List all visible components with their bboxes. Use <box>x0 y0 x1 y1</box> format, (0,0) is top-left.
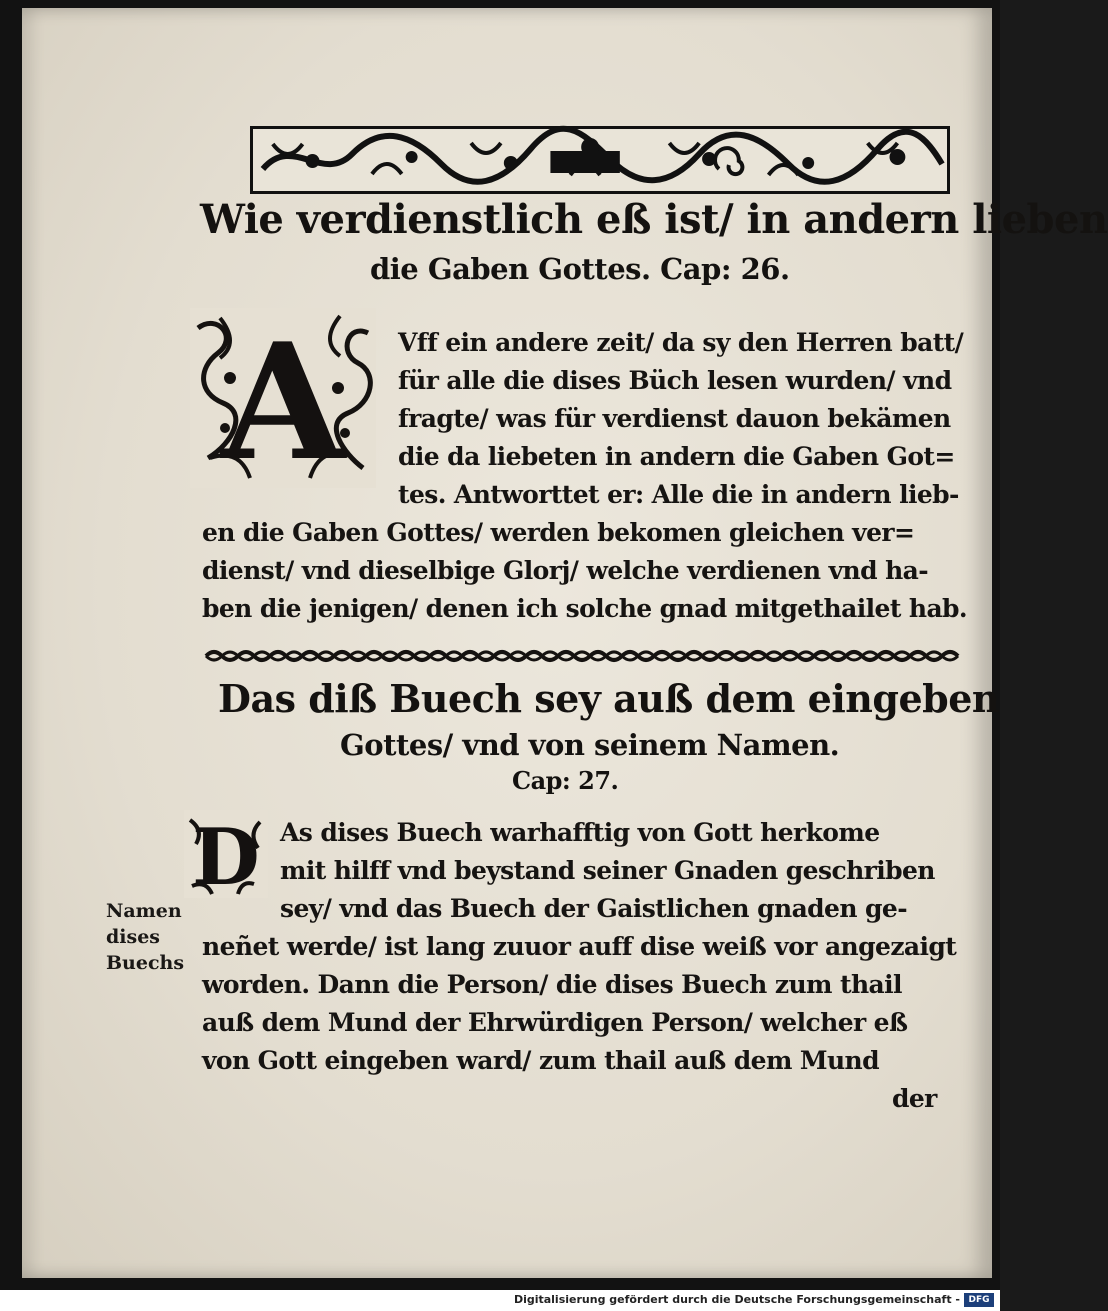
margin-note-line: Buechs <box>106 952 185 974</box>
decorated-initial-a <box>190 308 376 496</box>
chapter27-line: mit hilff vnd beystand seiner Gnaden geschriben <box>280 856 935 885</box>
dfg-logo: DFG <box>964 1293 994 1307</box>
chapter26-line: dienst/ vnd dieselbige Glorj/ welche verdienen vnd ha- <box>202 556 929 585</box>
chapter27-line: As dises Buech warhafftig von Gott herkome <box>280 818 880 847</box>
footer-credit-text: Digitalisierung gefördert durch die Deutsche Forschungsgemeinschaft - <box>513 1293 960 1306</box>
chapter27-heading-line1: Das diß Buech sey auß dem eingeben <box>218 676 999 721</box>
chapter26-heading-line2: die Gaben Gottes. Cap: 26. <box>370 252 790 286</box>
book-page <box>22 8 1108 1278</box>
chapter27-line: neñet werde/ ist lang zuuor auff dise weiß vor angezaigt <box>202 932 957 961</box>
chapter27-line: von Gott eingeben ward/ zum thail auß dem Mund <box>202 1046 880 1075</box>
chapter27-heading-line3: Cap: 27. <box>512 766 619 795</box>
chapter26-line: tes. Antworttet er: Alle die in andern lieb- <box>398 480 959 509</box>
chapter26-line: ben die jenigen/ denen ich solche gnad mitgethailet hab. <box>202 594 968 623</box>
chapter26-line: Vff ein andere zeit/ da sy den Herren batt/ <box>398 328 964 357</box>
chapter27-line: sey/ vnd das Buech der Gaistlichen gnaden ge- <box>280 894 907 923</box>
svg-text:A: A <box>220 308 346 496</box>
chapter26-line: die da liebeten in andern die Gaben Got= <box>398 442 955 471</box>
ornamental-divider <box>206 645 966 667</box>
chapter27-line: auß dem Mund der Ehrwürdigen Person/ welcher eß <box>202 1008 908 1037</box>
chapter26-line: en die Gaben Gottes/ werden bekomen gleichen ver= <box>202 518 915 547</box>
catchword: der <box>892 1084 937 1113</box>
margin-note-line: Namen <box>106 900 182 922</box>
chapter26-heading-line1: Wie verdienstlich eß ist/ in andern lieben <box>200 196 1108 243</box>
footer-bar <box>0 1290 1000 1311</box>
chapter27-line: worden. Dann die Person/ die dises Buech zum thail <box>202 970 902 999</box>
ornament-band <box>250 126 950 194</box>
chapter26-line: fragte/ was für verdienst dauon bekämen <box>398 404 951 433</box>
chapter26-line: für alle die dises Büch lesen wurden/ vnd <box>398 366 952 395</box>
margin-note-line: dises <box>106 926 160 948</box>
svg-text:D: D <box>192 812 260 903</box>
decorated-initial-d <box>184 810 268 903</box>
chapter27-heading-line2: Gottes/ vnd von seinem Namen. <box>340 728 840 762</box>
